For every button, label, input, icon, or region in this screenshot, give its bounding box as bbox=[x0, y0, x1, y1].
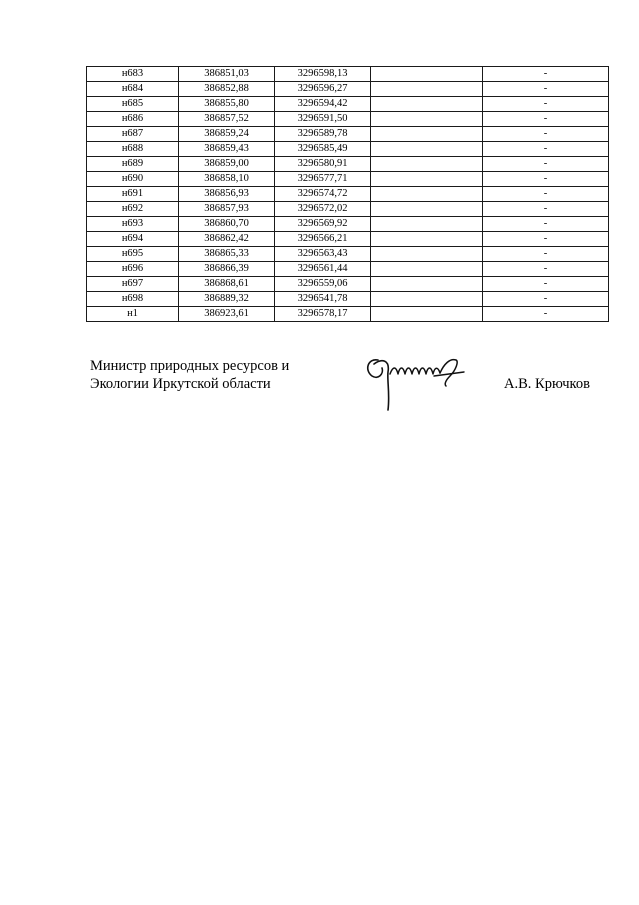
note-cell: - bbox=[483, 307, 609, 322]
note-cell: - bbox=[483, 97, 609, 112]
x-coordinate-cell: 386857,93 bbox=[179, 202, 275, 217]
table-row bbox=[87, 97, 609, 112]
empty-cell bbox=[371, 187, 483, 202]
empty-cell bbox=[371, 277, 483, 292]
signatory-name: А.В. Крючков bbox=[504, 376, 590, 392]
point-id-cell: н696 bbox=[87, 262, 179, 277]
x-coordinate-cell: 386859,00 bbox=[179, 157, 275, 172]
y-coordinate-cell: 3296594,42 bbox=[275, 97, 371, 112]
note-cell: - bbox=[483, 172, 609, 187]
table-row bbox=[87, 262, 609, 277]
note-cell: - bbox=[483, 232, 609, 247]
empty-cell bbox=[371, 97, 483, 112]
table-row bbox=[87, 292, 609, 307]
note-cell: - bbox=[483, 142, 609, 157]
y-coordinate-cell: 3296563,43 bbox=[275, 247, 371, 262]
y-coordinate-cell: 3296569,92 bbox=[275, 217, 371, 232]
x-coordinate-cell: 386858,10 bbox=[179, 172, 275, 187]
y-coordinate-cell: 3296572,02 bbox=[275, 202, 371, 217]
signatory-title bbox=[90, 357, 289, 393]
note-cell: - bbox=[483, 277, 609, 292]
table-row bbox=[87, 157, 609, 172]
table-row bbox=[87, 277, 609, 292]
coordinates-table-body bbox=[87, 67, 609, 322]
empty-cell bbox=[371, 307, 483, 322]
empty-cell bbox=[371, 262, 483, 277]
table-row bbox=[87, 67, 609, 82]
note-cell: - bbox=[483, 292, 609, 307]
x-coordinate-cell: 386865,33 bbox=[179, 247, 275, 262]
y-coordinate-cell: 3296585,49 bbox=[275, 142, 371, 157]
table-row bbox=[87, 82, 609, 97]
point-id-cell: н684 bbox=[87, 82, 179, 97]
empty-cell bbox=[371, 142, 483, 157]
x-coordinate-cell: 386857,52 bbox=[179, 112, 275, 127]
table-row bbox=[87, 307, 609, 322]
signatory-title-line-2: Экологии Иркутской области bbox=[90, 376, 271, 392]
empty-cell bbox=[371, 217, 483, 232]
x-coordinate-cell: 386859,24 bbox=[179, 127, 275, 142]
table-row bbox=[87, 187, 609, 202]
point-id-cell: н692 bbox=[87, 202, 179, 217]
x-coordinate-cell: 386860,70 bbox=[179, 217, 275, 232]
empty-cell bbox=[371, 172, 483, 187]
y-coordinate-cell: 3296591,50 bbox=[275, 112, 371, 127]
table-row bbox=[87, 247, 609, 262]
x-coordinate-cell: 386856,93 bbox=[179, 187, 275, 202]
empty-cell bbox=[371, 292, 483, 307]
x-coordinate-cell: 386859,43 bbox=[179, 142, 275, 157]
handwritten-signature bbox=[360, 350, 470, 412]
table-row bbox=[87, 112, 609, 127]
point-id-cell: н683 bbox=[87, 67, 179, 82]
table-row bbox=[87, 217, 609, 232]
point-id-cell: н693 bbox=[87, 217, 179, 232]
point-id-cell: н689 bbox=[87, 157, 179, 172]
note-cell: - bbox=[483, 187, 609, 202]
y-coordinate-cell: 3296578,17 bbox=[275, 307, 371, 322]
x-coordinate-cell: 386923,61 bbox=[179, 307, 275, 322]
note-cell: - bbox=[483, 262, 609, 277]
note-cell: - bbox=[483, 202, 609, 217]
y-coordinate-cell: 3296541,78 bbox=[275, 292, 371, 307]
point-id-cell: н1 bbox=[87, 307, 179, 322]
x-coordinate-cell: 386855,80 bbox=[179, 97, 275, 112]
y-coordinate-cell: 3296596,27 bbox=[275, 82, 371, 97]
note-cell: - bbox=[483, 247, 609, 262]
y-coordinate-cell: 3296559,06 bbox=[275, 277, 371, 292]
point-id-cell: н697 bbox=[87, 277, 179, 292]
x-coordinate-cell: 386868,61 bbox=[179, 277, 275, 292]
y-coordinate-cell: 3296577,71 bbox=[275, 172, 371, 187]
point-id-cell: н686 bbox=[87, 112, 179, 127]
point-id-cell: н685 bbox=[87, 97, 179, 112]
x-coordinate-cell: 386862,42 bbox=[179, 232, 275, 247]
empty-cell bbox=[371, 112, 483, 127]
x-coordinate-cell: 386852,88 bbox=[179, 82, 275, 97]
point-id-cell: н695 bbox=[87, 247, 179, 262]
note-cell: - bbox=[483, 82, 609, 97]
y-coordinate-cell: 3296574,72 bbox=[275, 187, 371, 202]
y-coordinate-cell: 3296566,21 bbox=[275, 232, 371, 247]
note-cell: - bbox=[483, 217, 609, 232]
y-coordinate-cell: 3296598,13 bbox=[275, 67, 371, 82]
note-cell: - bbox=[483, 157, 609, 172]
table-row bbox=[87, 172, 609, 187]
note-cell: - bbox=[483, 67, 609, 82]
table-row bbox=[87, 127, 609, 142]
y-coordinate-cell: 3296589,78 bbox=[275, 127, 371, 142]
point-id-cell: н694 bbox=[87, 232, 179, 247]
point-id-cell: н691 bbox=[87, 187, 179, 202]
point-id-cell: н687 bbox=[87, 127, 179, 142]
empty-cell bbox=[371, 232, 483, 247]
point-id-cell: н698 bbox=[87, 292, 179, 307]
empty-cell bbox=[371, 82, 483, 97]
point-id-cell: н688 bbox=[87, 142, 179, 157]
empty-cell bbox=[371, 127, 483, 142]
x-coordinate-cell: 386866,39 bbox=[179, 262, 275, 277]
y-coordinate-cell: 3296580,91 bbox=[275, 157, 371, 172]
table-row bbox=[87, 232, 609, 247]
table-row bbox=[87, 202, 609, 217]
x-coordinate-cell: 386851,03 bbox=[179, 67, 275, 82]
empty-cell bbox=[371, 157, 483, 172]
signatory-title-line-1: Министр природных ресурсов и bbox=[90, 358, 290, 374]
table-row bbox=[87, 142, 609, 157]
note-cell: - bbox=[483, 112, 609, 127]
empty-cell bbox=[371, 67, 483, 82]
empty-cell bbox=[371, 202, 483, 217]
note-cell: - bbox=[483, 127, 609, 142]
coordinates-table bbox=[86, 66, 609, 322]
point-id-cell: н690 bbox=[87, 172, 179, 187]
x-coordinate-cell: 386889,32 bbox=[179, 292, 275, 307]
y-coordinate-cell: 3296561,44 bbox=[275, 262, 371, 277]
empty-cell bbox=[371, 247, 483, 262]
